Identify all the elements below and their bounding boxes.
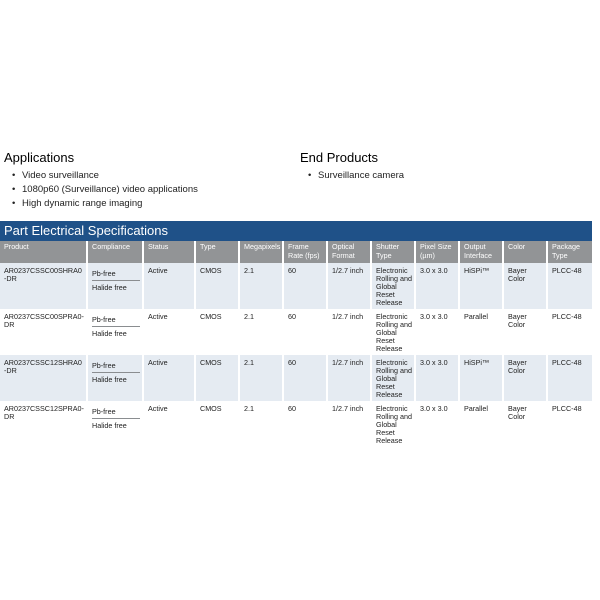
list-item: • High dynamic range imaging (12, 197, 300, 211)
shutter-cell: Electronic Rolling and Global Reset Release (372, 401, 416, 447)
pixel-size-cell: 3.0 x 3.0 (416, 401, 460, 447)
type-cell: CMOS (196, 401, 240, 447)
compliance-pb-free: Pb-free (92, 359, 140, 373)
list-item: • 1080p60 (Surveillance) video applications (12, 183, 300, 197)
compliance-halide-free: Halide free (92, 421, 127, 430)
type-cell: CMOS (196, 355, 240, 401)
megapixels-cell: 2.1 (240, 401, 284, 447)
status-cell: Active (144, 355, 196, 401)
color-cell: Bayer Color (504, 263, 548, 309)
optical-format-cell: 1/2.7 inch (328, 355, 372, 401)
intro-section (4, 150, 592, 211)
pixel-size-cell: 3.0 x 3.0 (416, 263, 460, 309)
product-cell[interactable]: AR0237CSSC12SHRA0-DR (0, 355, 88, 401)
status-cell: Active (144, 263, 196, 309)
frame-rate-cell: 60 (284, 309, 328, 355)
applications-list (4, 169, 300, 211)
type-cell: CMOS (196, 309, 240, 355)
package-cell: PLCC-48 (548, 355, 592, 401)
interface-cell: Parallel (460, 401, 504, 447)
end-products-heading: End Products (300, 150, 379, 165)
applications-heading: Applications (4, 150, 75, 165)
column-header[interactable]: Optical Format (328, 241, 372, 263)
frame-rate-cell: 60 (284, 355, 328, 401)
pixel-size-cell: 3.0 x 3.0 (416, 309, 460, 355)
end-products-list (300, 169, 592, 183)
package-cell: PLCC-48 (548, 309, 592, 355)
column-header[interactable]: Compliance (88, 241, 144, 263)
frame-rate-cell: 60 (284, 263, 328, 309)
column-header[interactable]: Frame Rate (fps) (284, 241, 328, 263)
product-cell[interactable]: AR0237CSSC00SPRA0-DR (0, 309, 88, 355)
column-header[interactable]: Pixel Size (µm) (416, 241, 460, 263)
table-row (0, 263, 592, 309)
spec-table-title: Part Electrical Specifications (0, 221, 592, 241)
column-header[interactable]: Color (504, 241, 548, 263)
compliance-cell (88, 263, 144, 309)
column-header[interactable]: Shutter Type (372, 241, 416, 263)
column-header[interactable]: Status (144, 241, 196, 263)
compliance-pb-free: Pb-free (92, 313, 140, 327)
compliance-halide-free: Halide free (92, 329, 127, 338)
megapixels-cell: 2.1 (240, 355, 284, 401)
shutter-cell: Electronic Rolling and Global Reset Release (372, 263, 416, 309)
column-header[interactable]: Megapixels (240, 241, 284, 263)
pixel-size-cell: 3.0 x 3.0 (416, 355, 460, 401)
compliance-cell (88, 355, 144, 401)
status-cell: Active (144, 401, 196, 447)
color-cell: Bayer Color (504, 401, 548, 447)
compliance-cell (88, 401, 144, 447)
megapixels-cell: 2.1 (240, 263, 284, 309)
column-header[interactable]: Package Type (548, 241, 592, 263)
frame-rate-cell: 60 (284, 401, 328, 447)
table-header-row (0, 241, 592, 263)
interface-cell: Parallel (460, 309, 504, 355)
type-cell: CMOS (196, 263, 240, 309)
applications-section (4, 150, 300, 211)
table-row (0, 401, 592, 447)
package-cell: PLCC-48 (548, 263, 592, 309)
end-products-section (300, 150, 592, 211)
status-cell: Active (144, 309, 196, 355)
shutter-cell: Electronic Rolling and Global Reset Release (372, 355, 416, 401)
compliance-cell (88, 309, 144, 355)
table-row (0, 309, 592, 355)
package-cell: PLCC-48 (548, 401, 592, 447)
column-header[interactable]: Product (0, 241, 88, 263)
interface-cell: HiSPi™ (460, 355, 504, 401)
compliance-pb-free: Pb-free (92, 267, 140, 281)
optical-format-cell: 1/2.7 inch (328, 401, 372, 447)
compliance-halide-free: Halide free (92, 375, 127, 384)
optical-format-cell: 1/2.7 inch (328, 309, 372, 355)
compliance-pb-free: Pb-free (92, 405, 140, 419)
spec-table (0, 241, 592, 447)
list-item: • Surveillance camera (308, 169, 592, 183)
color-cell: Bayer Color (504, 355, 548, 401)
interface-cell: HiSPi™ (460, 263, 504, 309)
megapixels-cell: 2.1 (240, 309, 284, 355)
compliance-halide-free: Halide free (92, 283, 127, 292)
color-cell: Bayer Color (504, 309, 548, 355)
product-cell[interactable]: AR0237CSSC12SPRA0-DR (0, 401, 88, 447)
list-item: • Video surveillance (12, 169, 300, 183)
product-cell[interactable]: AR0237CSSC00SHRA0-DR (0, 263, 88, 309)
column-header[interactable]: Type (196, 241, 240, 263)
shutter-cell: Electronic Rolling and Global Reset Release (372, 309, 416, 355)
optical-format-cell: 1/2.7 inch (328, 263, 372, 309)
column-header[interactable]: Output Interface (460, 241, 504, 263)
table-row (0, 355, 592, 401)
